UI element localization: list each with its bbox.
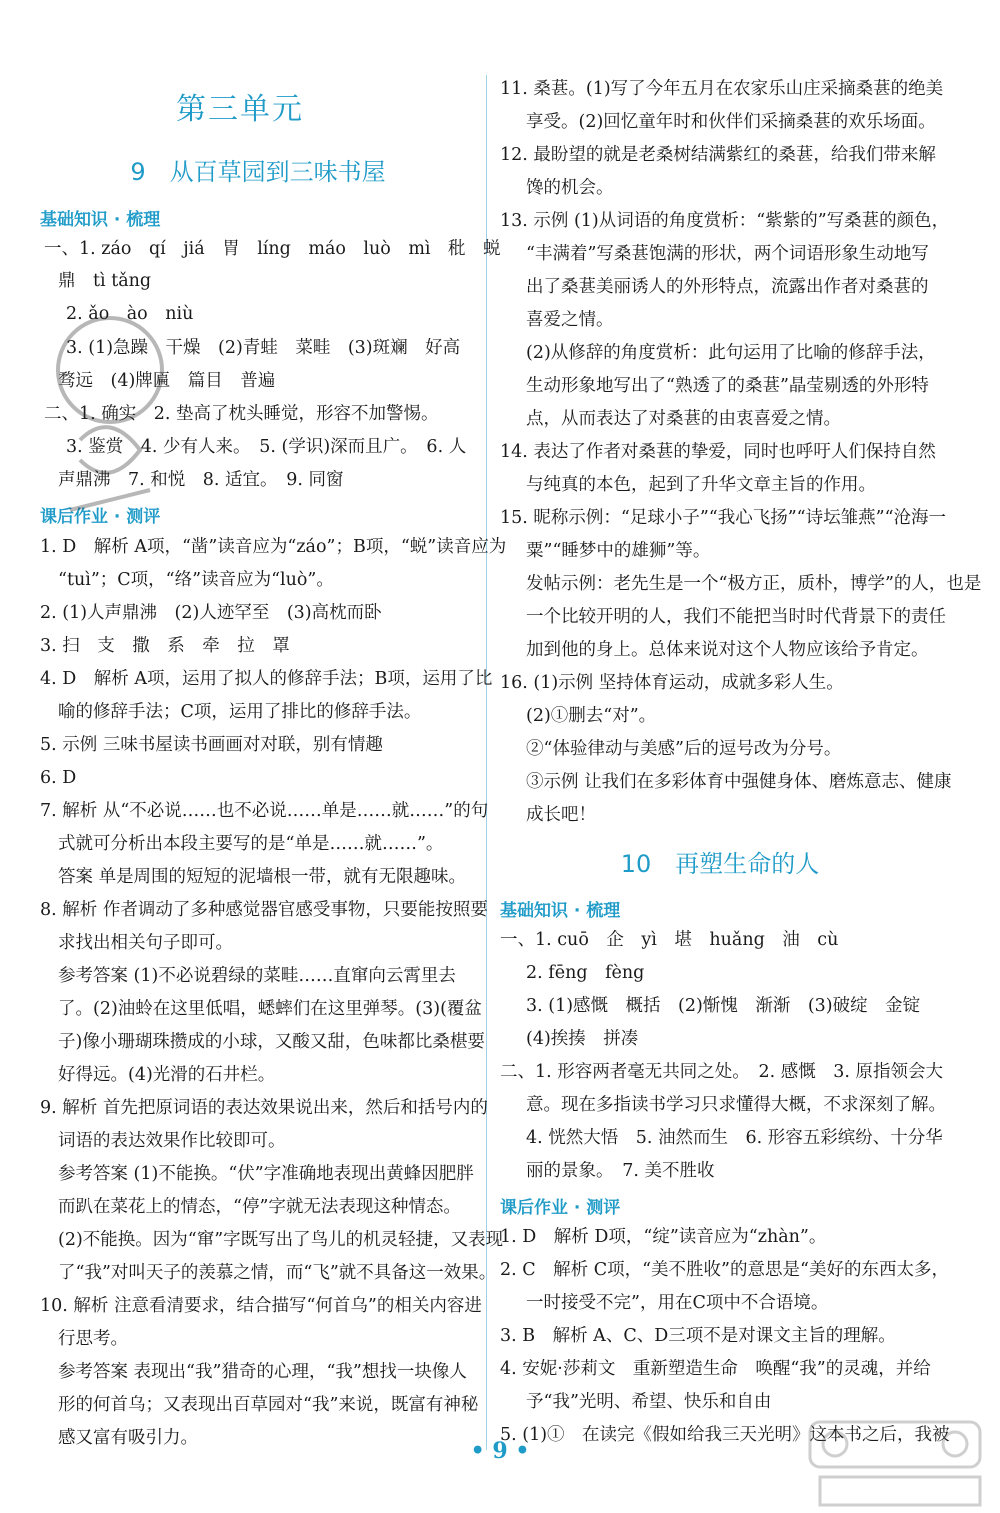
answer-line: 了“我”对叫天子的羡慕之情，而“飞”就不具备这一效果。 (58, 1263, 497, 1283)
answer-line: 7. 解析 从“不必说……也不必说……单是……就……”的句 (40, 801, 489, 821)
answer-line: 好得远。(4)光滑的石井栏。 (58, 1065, 276, 1085)
answer-line: 了。(2)油蛉在这里低唱，蟋蟀们在这里弹琴。(3)(覆盆 (58, 999, 482, 1019)
page-number: • 9 • (470, 1438, 530, 1464)
answer-line: (4)挨揍 拼凑 (526, 1029, 639, 1049)
answer-line: 馋的机会。 (526, 178, 614, 198)
answer-line: 一、1. cuō 企 yì 堪 huǎng 油 cù (500, 930, 839, 950)
answer-line: 参考答案 表现出“我”猎奇的心理，“我”想找一块像人 (58, 1362, 467, 1382)
answer-line: 参考答案 (1)不必说碧绿的菜畦……直窜向云霄里去 (58, 966, 456, 986)
answer-line: 5. 示例 三味书屋读书画画对对联，别有情趣 (40, 735, 383, 755)
answer-line: 喜爱之情。 (526, 310, 614, 330)
answer-line: 参考答案 (1)不能换。“伏”字准确地表现出黄蜂因肥胖 (58, 1164, 474, 1184)
answer-line: 而趴在菜花上的情态，“停”字就无法表现这种情态。 (58, 1197, 461, 1217)
answer-line: 二、1. 确实 2. 垫高了枕头睡觉，形容不加警惕。 (44, 404, 439, 424)
answer-line: 1. D 解析 D项，“绽”读音应为“zhàn”。 (500, 1227, 827, 1247)
watermark-logo (800, 1412, 995, 1512)
section-homework-10: 课后作业 · 测评 (500, 1198, 621, 1218)
section-basic-knowledge-9: 基础知识 · 梳理 (40, 210, 161, 230)
answer-line: 11. 桑葚。(1)写了今年五月在农家乐山庄采摘桑葚的绝美 (500, 79, 944, 99)
answer-line: 声鼎沸 7. 和悦 8. 适宜。 9. 同窗 (58, 470, 344, 490)
answer-line: 形的何首乌；又表现出百草园对“我”来说，既富有神秘 (58, 1395, 479, 1415)
answer-line: 鼎 tì tǎng (58, 271, 152, 291)
answer-line: 1. D 解析 A项，“凿”读音应为“záo”；B项，“蜕”读音应为 (40, 537, 507, 557)
answer-line: 6. D (40, 768, 77, 788)
answer-line: 感又富有吸引力。 (58, 1428, 198, 1448)
answer-line: ③示例 让我们在多彩体育中强健身体、磨炼意志、健康 (526, 772, 952, 792)
answer-line: 求找出相关句子即可。 (58, 933, 233, 953)
answer-line: “tuì”；C项，“络”读音应为“luò”。 (58, 570, 334, 590)
answer-line: 4. 安妮·莎莉文 重新塑造生命 唤醒“我”的灵魂，并给 (500, 1359, 931, 1379)
answer-line: 14. 表达了作者对桑葚的挚爱，同时也呼吁人们保持自然 (500, 442, 936, 462)
answer-line: (2)从修辞的角度赏析：此句运用了比喻的修辞手法， (526, 343, 936, 363)
answer-line: ②“体验律动与美感”后的逗号改为分号。 (526, 739, 842, 759)
answer-line: 13. 示例 (1)从词语的角度赏析：“紫紫的”写桑葚的颜色， (500, 211, 950, 231)
answer-line: 4. D 解析 A项，运用了拟人的修辞手法；B项，运用了比 (40, 669, 493, 689)
answer-line: 9. 解析 首先把原词语的表达效果说出来，然后和括号内的 (40, 1098, 488, 1118)
answer-line: 一个比较开明的人，我们不能把当时时代背景下的责任 (526, 607, 946, 627)
answer-line: 3. 鉴赏 4. 少有人来。 5. (学识)深而且广。 6. 人 (66, 437, 467, 457)
section-homework-9: 课后作业 · 测评 (40, 507, 161, 527)
answer-line: 2. fēng fèng (526, 963, 645, 983)
answer-line: 意。现在多指读书学习只求懂得大概，不求深刻了解。 (526, 1095, 946, 1115)
unit-title: 第三单元 (176, 92, 304, 127)
answer-line: 出了桑葚美丽诱人的外形特点，流露出作者对桑葚的 (526, 277, 929, 297)
answer-line: 加到他的身上。总体来说对这个人物应该给予肯定。 (526, 640, 929, 660)
answer-line: 一时接受不完”，用在C项中不合语境。 (526, 1293, 829, 1313)
answer-line: 10. 解析 注意看清要求，结合描写“何首乌”的相关内容进 (40, 1296, 482, 1316)
answer-line: 生动形象地写出了“熟透了的桑葚”晶莹剔透的外形特 (526, 376, 929, 396)
section-basic-knowledge-10: 基础知识 · 梳理 (500, 901, 621, 921)
answer-line: 一、1. záo qí jiá 胃 líng máo luò mì 秕 蜕 (44, 239, 501, 259)
stamp-mark (40, 290, 180, 540)
answer-line: 12. 最盼望的就是老桑树结满紫红的桑葚，给我们带来解 (500, 145, 936, 165)
answer-line: 3. (1)感慨 概括 (2)惭愧 渐渐 (3)破绽 金锭 (526, 996, 921, 1016)
answer-line: 式就可分析出本段主要写的是“单是……就……”。 (58, 834, 444, 854)
answer-line: 3. B 解析 A、C、D三项不是对课文主旨的理解。 (500, 1326, 896, 1346)
answer-line: 粟”“睡梦中的雄狮”等。 (526, 541, 711, 561)
answer-line: 行思考。 (58, 1329, 128, 1349)
answer-line: 答案 单是周围的短短的泥墙根一带，就有无限趣味。 (58, 867, 467, 887)
answer-line: 15. 昵称示例：“足球小子”“我心飞扬”“诗坛雏燕”“沧海一 (500, 508, 947, 528)
answer-line: 2. ǎo ào niù (66, 304, 194, 324)
answer-line: 发帖示例：老先生是一个“极方正，质朴，博学”的人，也是 (526, 574, 982, 594)
answer-line: 3. (1)急躁 干燥 (2)青蛙 菜畦 (3)斑斓 好高 (66, 338, 461, 358)
answer-line: 二、1. 形容两者毫无共同之处。 2. 感慨 3. 原指领会大 (500, 1062, 944, 1082)
answer-line: 2. C 解析 C项，“美不胜收”的意思是“美好的东西太多， (500, 1260, 949, 1280)
answer-line: 词语的表达效果作比较即可。 (58, 1131, 286, 1151)
answer-line: 骛远 (4)牌匾 篇目 普遍 (58, 371, 276, 391)
answer-line: 子)像小珊瑚珠攒成的小球，又酸又甜，色味都比桑椹要 (58, 1032, 485, 1052)
answer-line: (2)不能换。因为“窜”字既写出了鸟儿的机灵轻捷，又表现 (58, 1230, 504, 1250)
answer-line: (2)①删去“对”。 (526, 706, 657, 726)
answer-line: 3. 扫 支 撒 系 牵 拉 罩 (40, 636, 290, 656)
answer-line: 享受。(2)回忆童年时和伙伴们采摘桑葚的欢乐场面。 (526, 112, 936, 132)
lesson-10-title: 10 再塑生命的人 (620, 850, 820, 878)
answer-line: 16. (1)示例 坚持体育运动，成就多彩人生。 (500, 673, 844, 693)
answer-line: 予“我”光明、希望、快乐和自由 (526, 1392, 772, 1412)
answer-line: 8. 解析 作者调动了多种感觉器官感受事物，只要能按照要 (40, 900, 488, 920)
lesson-9-title: 9 从百草园到三味书屋 (130, 158, 386, 186)
answer-line: “丰满着”写桑葚饱满的形状，两个词语形象生动地写 (526, 244, 929, 264)
answer-line: 与纯真的本色，起到了升华文章主旨的作用。 (526, 475, 876, 495)
answer-line: 丽的景象。 7. 美不胜收 (526, 1161, 715, 1181)
answer-line: 2. (1)人声鼎沸 (2)人迹罕至 (3)高枕而卧 (40, 603, 382, 623)
answer-line: 喻的修辞手法；C项，运用了排比的修辞手法。 (58, 702, 422, 722)
answer-line: 5. (1)① 在读完《假如给我三天光明》这本书之后，我被 (500, 1425, 950, 1445)
answer-line: 成长吧！ (526, 805, 596, 825)
answer-line: 点，从而表达了对桑葚的由衷喜爱之情。 (526, 409, 841, 429)
answer-line: 4. 恍然大悟 5. 油然而生 6. 形容五彩缤纷、十分华 (526, 1128, 943, 1148)
